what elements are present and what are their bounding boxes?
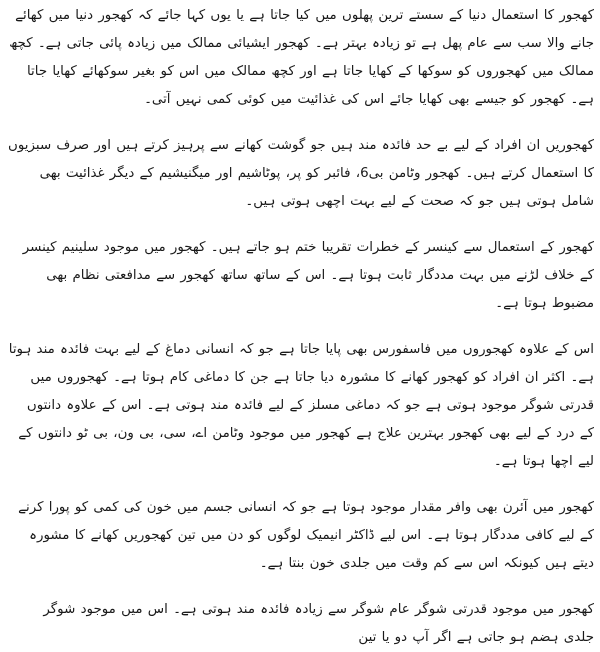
paragraph-3: کھجور کے استعمال سے کینسر کے خطرات تقریبا ختم ہو جاتے ہیں۔ کھجور میں موجود سلینیم کینسر کے خلاف لڑنے میں بہت مددگار ثابت ہوتا ہے۔ اس کے ساتھ ساتھ کھجور سے مدافعتی نظام بھی مضبوط ہوتا ہے۔ bbox=[22, 240, 594, 311]
paragraph-1: کھجور کا استعمال دنیا کے سستے ترین پھلوں میں کیا جاتا ہے یا یوں کہا جائے کہ کھجور دنیا میں کھائے جانے والا سب سے عام پھل ہے تو زیادہ بہتر ہے۔ کھجور ایشیائی ممالک میں زیادہ پائی جاتی ہے۔ کچھ ممالک میں کھجوروں کو سوکھا کے کھایا جاتا ہے اور کچھ ممالک میں اس کو بغیر سوکھائے کھایا جاتا ہے۔ کھجور کو جیسے بھی کھایا جائے اس کی غذائیت میں کوئی کمی نہیں آتی۔ bbox=[9, 8, 594, 107]
paragraph-6: کھجور میں موجود قدرتی شوگر عام شوگر سے زیادہ فائدہ مند ہوتی ہے۔ اس میں موجود شوگر جلدی ہضم ہو جاتی ہے اگر آپ دو یا تین bbox=[43, 602, 594, 645]
paragraph-2: کھجوریں ان افراد کے لیے بے حد فائدہ مند ہیں جو گوشت کھانے سے پرہیز کرتے ہیں اور صرف سبزیوں کا استعمال کرتے ہیں۔ کھجور وٹامن بی6، فائبر کو پر، پوٹاشیم اور میگنیشیم کے دیگر غذائیت بھی شامل ہوتی ہیں جو کہ صحت کے لیے بہت اچھی ہوتی ہیں۔ bbox=[8, 138, 594, 209]
paragraph-5: کھجور میں آئرن بھی وافر مقدار موجود ہوتا ہے جو کہ انسانی جسم میں خون کی کمی کو پورا کرنے کے لیے کافی مددگار ہوتا ہے۔ اس لیے ڈاکٹر انیمیک لوگوں کو دن میں تین کھجوریں کھانے کا مشورہ دیتے ہیں کیونکہ اس سے کم وقت میں جلدی خون بنتا ہے۔ bbox=[18, 500, 594, 571]
paragraph-4: اس کے علاوہ کھجوروں میں فاسفورس بھی پایا جاتا ہے جو کہ انسانی دماغ کے لیے بہت فائدہ مند ہوتا ہے۔ اکثر ان افراد کو کھجور کھانے کا مشورہ دیا جاتا ہے جن کا دماغی کام ہوتا ہے۔ کھجوروں میں قدرتی شوگر موجود ہوتی ہے جو کہ دماغی مسلز کے لیے فائدہ مند ہوتی ہے۔ اس کے علاوہ دانتوں کے درد کے لیے بھی کھجور بہترین علاج ہے کھجور میں موجود وٹامن اے، سی، بی ون، بی ٹو دانتوں کے لیے اچھا ہوتا ہے۔ bbox=[8, 342, 594, 469]
